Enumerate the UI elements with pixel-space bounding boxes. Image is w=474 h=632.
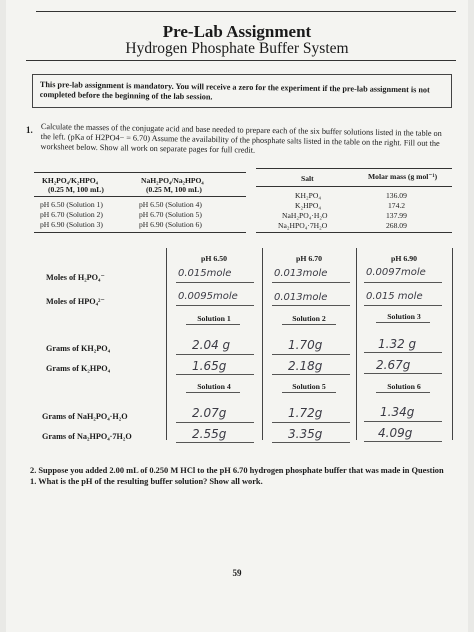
left-table-row: pH 6.50 (Solution 1): [40, 200, 103, 209]
handwritten-answer: 4.09g: [378, 426, 413, 440]
handwritten-answer: 0.013mole: [274, 292, 328, 303]
handwritten-answer: 2.55g: [192, 427, 227, 441]
answer-line: [364, 352, 442, 353]
right-table-mid-rule: [256, 186, 452, 187]
handwritten-answer: 0.013mole: [274, 268, 328, 279]
header-underline: [282, 324, 336, 325]
left-table-row: pH 6.70 (Solution 5): [139, 210, 202, 219]
answer-line: [272, 442, 350, 443]
left-table-bottom-rule: [34, 232, 246, 233]
grid-line: [262, 248, 263, 440]
answer-line: [176, 422, 254, 423]
left-table-row: pH 6.90 (Solution 3): [40, 220, 103, 229]
salt-name: NaH₂PO₄·H₂O: [282, 211, 328, 220]
answer-line: [176, 282, 254, 283]
row-label-grams-nah2po4: Grams of NaH₂PO₄·H₂O: [42, 412, 128, 421]
handwritten-answer: 2.67g: [376, 358, 411, 372]
answer-line: [364, 421, 442, 422]
handwritten-answer: 0.015 mole: [366, 291, 423, 302]
row-label-grams-kh2po4: Grams of KH₂PO₄: [46, 344, 111, 353]
molar-mass: 136.09: [386, 191, 407, 200]
answer-line: [272, 354, 350, 355]
solution-header: Solution 2: [292, 314, 326, 323]
right-table-bottom-rule: [256, 232, 452, 233]
answer-line: [364, 305, 442, 306]
left-table-mid-rule: [34, 196, 246, 197]
page-title: Pre-Lab Assignment: [162, 22, 312, 41]
left-table-col2-sub: (0.25 M, 100 mL): [146, 185, 202, 194]
header-underline: [282, 392, 336, 393]
handwritten-answer: 1.70g: [288, 338, 323, 352]
handwritten-answer: 2.04 g: [192, 338, 231, 352]
right-table-mass-header: Molar mass (g mol⁻¹): [368, 172, 438, 181]
left-table-col1-header: KH₂PO₄/K₂HPO₄: [42, 176, 98, 185]
handwritten-answer: 0.015mole: [178, 268, 232, 279]
answer-line: [176, 354, 254, 355]
solution-header: Solution 4: [197, 382, 231, 391]
answer-line: [272, 422, 350, 423]
handwritten-answer: 1.32 g: [378, 337, 417, 351]
answer-line: [272, 374, 350, 375]
page-subtitle: Hydrogen Phosphate Buffer System: [125, 40, 349, 57]
ph-header: pH 6.70: [296, 254, 322, 263]
molar-mass: 137.99: [386, 211, 407, 220]
left-table-col2-header: NaH₂PO₄/Na₂HPO₄: [141, 176, 204, 185]
salt-name: Na₂HPO₄·7H₂O: [278, 221, 328, 230]
handwritten-answer: 1.65g: [192, 359, 227, 373]
handwritten-answer: 1.34g: [380, 405, 415, 419]
worksheet-page: [6, 0, 468, 632]
solution-header: Solution 5: [292, 382, 326, 391]
answer-line: [364, 282, 442, 283]
answer-line: [272, 305, 350, 306]
row-label-grams-na2hpo4: Grams of Na₂HPO₄·7H₂O: [42, 432, 132, 441]
molar-mass: 268.09: [386, 221, 407, 230]
handwritten-answer: 2.07g: [192, 406, 227, 420]
handwritten-answer: 0.0097mole: [366, 267, 426, 278]
solution-header: Solution 6: [387, 382, 421, 391]
salt-name: KH₂PO₄: [295, 191, 321, 200]
question-2: [30, 466, 450, 487]
grid-line: [166, 248, 167, 440]
handwritten-answer: 3.35g: [288, 427, 323, 441]
answer-line: [364, 441, 442, 442]
grid-line: [452, 248, 453, 440]
ph-header: pH 6.50: [201, 254, 227, 263]
salt-name: K₂HPO₄: [295, 201, 321, 210]
row-label-moles-h2po4: Moles of H₂PO₄⁻: [46, 273, 105, 282]
solution-header: Solution 1: [197, 314, 231, 323]
grid-line: [356, 248, 357, 440]
molar-mass: 174.2: [388, 201, 406, 210]
header-underline: [376, 322, 430, 323]
header-underline: [376, 392, 430, 393]
left-table-col1-sub: (0.25 M, 100 mL): [48, 185, 104, 194]
right-table-top-rule: [256, 168, 452, 169]
handwritten-answer: 0.0095mole: [178, 291, 238, 302]
row-label-moles-hpo4: Moles of HPO₄²⁻: [46, 297, 105, 306]
question-1-number: 1.: [26, 125, 33, 135]
question-2-number: 2.: [30, 466, 37, 475]
answer-line: [176, 374, 254, 375]
header-underline: [186, 324, 240, 325]
answer-line: [176, 305, 254, 306]
question-1-text: Calculate the masses of the conjugate acid and base needed to prepare each of the six buffer solutions listed in the table on the left. (pKa of H2PO4− = 6.70) Assume the availability of the phosphate salts listed in the table on the right. Fill out the worksheet below. Show all work on separate pages for full credit.: [40, 122, 442, 155]
left-table-row: pH 6.70 (Solution 2): [40, 210, 103, 219]
left-table-row: pH 6.90 (Solution 6): [139, 220, 202, 229]
page-number: 59: [232, 568, 242, 578]
question-2-text: Suppose you added 2.00 mL of 0.250 M HCl to the pH 6.70 hydrogen phosphate buffer that was made in Question 1. What is the pH of the resulting buffer solution? Show all work.: [30, 466, 444, 486]
left-table-row: pH 6.50 (Solution 4): [139, 200, 202, 209]
answer-line: [272, 282, 350, 283]
title-rule: [26, 60, 456, 61]
row-label-grams-k2hpo4: Grams of K₂HPO₄: [46, 364, 111, 373]
header-underline: [186, 392, 240, 393]
answer-line: [176, 442, 254, 443]
ph-header: pH 6.90: [391, 254, 417, 263]
top-rule: [36, 11, 456, 12]
right-table-salt-header: Salt: [301, 174, 314, 183]
notice-text: This pre-lab assignment is mandatory. You will receive a zero for the experiment if the pre-lab assignment is not completed before the beginning of the lab session.: [39, 80, 430, 102]
handwritten-answer: 2.18g: [288, 359, 323, 373]
left-table-top-rule: [34, 172, 246, 173]
answer-line: [364, 373, 442, 374]
solution-header: Solution 3: [387, 312, 421, 321]
handwritten-answer: 1.72g: [288, 406, 323, 420]
